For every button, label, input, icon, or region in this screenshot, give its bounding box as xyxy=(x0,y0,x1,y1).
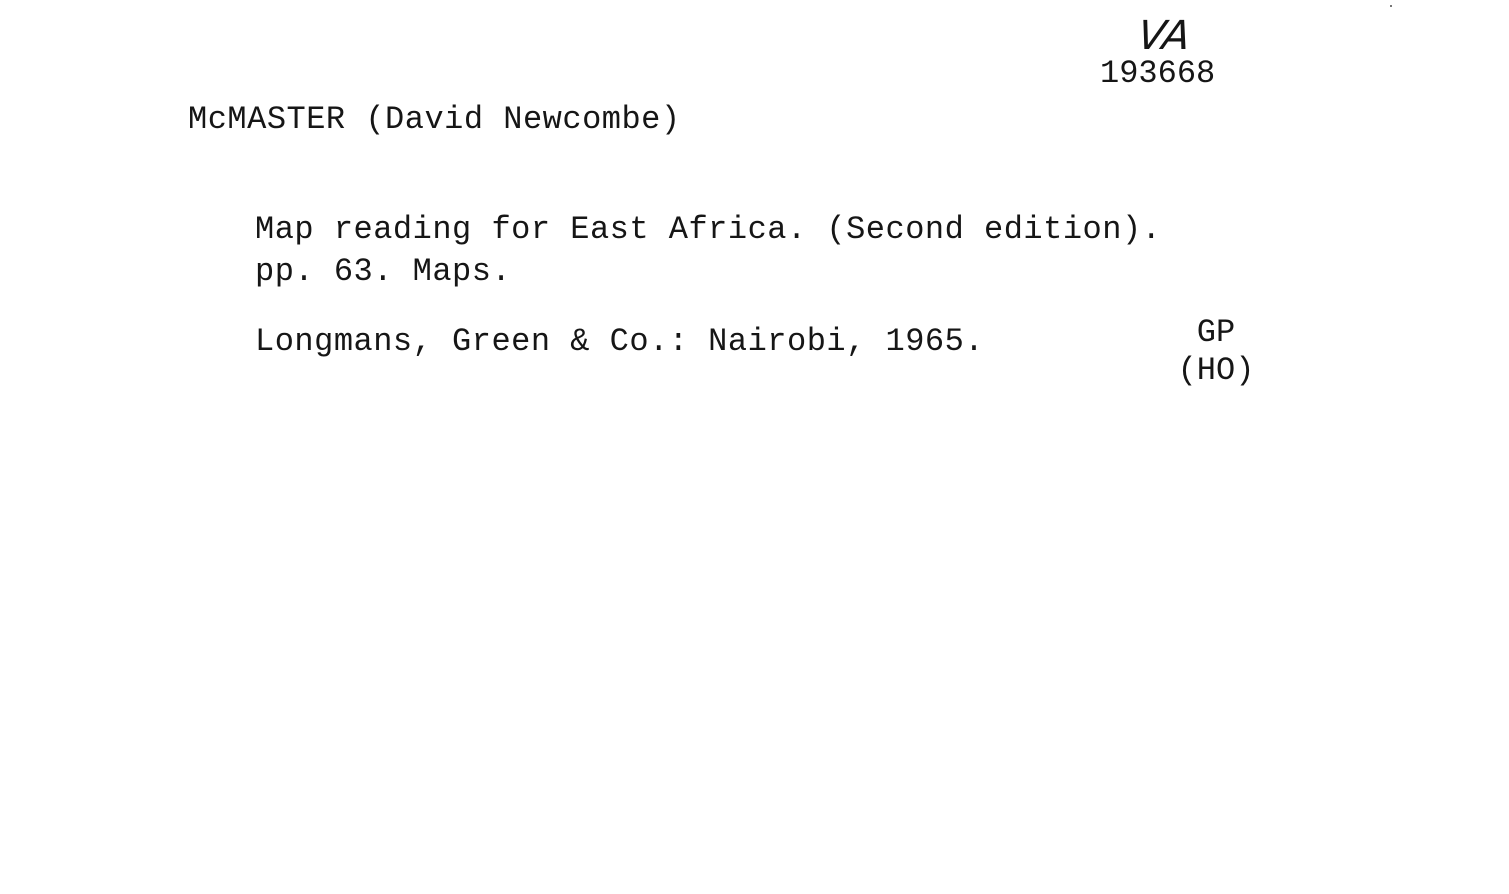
paper-speck xyxy=(1390,5,1392,7)
shelfmark-line-2: (HO) xyxy=(1177,352,1255,389)
handwritten-mark: VA xyxy=(1134,13,1194,59)
author-heading: McMASTER (David Newcombe) xyxy=(188,101,681,138)
accession-number: 193668 xyxy=(1100,55,1216,92)
shelfmark-line-1: GP xyxy=(1196,314,1236,351)
pagination-line: pp. 63. Maps. xyxy=(255,253,512,290)
imprint-line: Longmans, Green & Co.: Nairobi, 1965. xyxy=(255,323,985,360)
shelfmark xyxy=(1170,314,1262,390)
title-line: Map reading for East Africa. (Second edition). xyxy=(255,211,1162,248)
